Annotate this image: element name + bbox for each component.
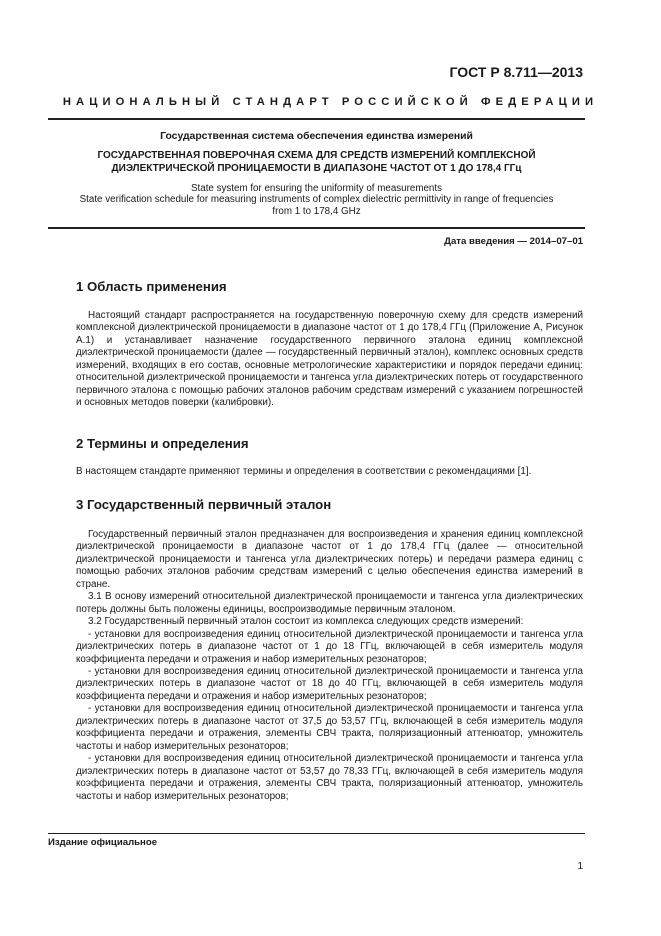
section-3-list-item-2: - установки для воспроизведения единиц относительной диэлектрической проницаемости и тангенса угла диэлектрических потерь в диапазоне частот от 18 до 40 ГГц, включающей в себя измеритель модуля коэффициента передачи и отражения и набор измерительных резонаторов; [76, 665, 583, 702]
system-name: Государственная система обеспечения единства измерений [160, 131, 473, 142]
official-edition-label: Издание официальное [48, 837, 158, 848]
section-3-body [76, 529, 583, 803]
section-1-paragraph: Настоящий стандарт распространяется на государственную поверочную схему для средств измерений комплексной диэлектрической проницаемости в диапазоне частот от 1 до 178,4 ГГц (Приложение А, Рисунок А.1) и устанавливает назначение государственного первичного эталона единиц комплексной диэлектрической проницаемости (далее — государственный первичный эталон), комплекс основных средств измерений, входящих в его состав, основные метрологические характеристики и порядок передачи единиц: относительной диэлектрической проницаемости и тангенса угла диэлектрических потерь от государственного первичного эталона с помощью рабочих эталонов рабочим средствам измерений с указанием погрешностей и основных методов поверки (калибровки). [76, 310, 583, 409]
english-title [48, 183, 585, 217]
section-1-body [76, 310, 583, 410]
header-rule [48, 118, 585, 120]
page-number: 1 [577, 861, 583, 872]
section-3-heading: 3 Государственный первичный эталон [76, 497, 332, 512]
section-2-paragraph: В настоящем стандарте применяют термины и определения в соответствии с рекомендациями [1]. [76, 466, 532, 477]
section-3-paragraph-2: 3.1 В основу измерений относительной диэлектрической проницаемости и тангенса угла диэлектрических потерь должны быть положены единицы, воспроизводимые первичным эталоном. [76, 591, 583, 615]
document-number: ГОСТ Р 8.711—2013 [449, 64, 583, 80]
english-line-2: State verification schedule for measuring instruments of complex dielectric permittivity in range of frequencies [79, 194, 554, 206]
document-title [48, 150, 585, 175]
title-rule [48, 227, 585, 229]
section-2-body [76, 466, 583, 478]
section-3-list-item-4: - установки для воспроизведения единиц относительной диэлектрической проницаемости и тангенса угла диэлектрических потерь в диапазоне частот от 53,57 до 78,33 ГГц, включающей в себя измеритель модуля коэффициента передачи и отражения, элементы СВЧ тракта, поляризационный аттенюатор, умножитель частоты и набор измерительных резонаторов; [76, 753, 583, 802]
footer-rule [48, 833, 585, 834]
section-3-paragraph-1: Государственный первичный эталон предназначен для воспроизведения и хранения единиц комплексной диэлектрической проницаемости в диапазоне частот от 1 до 178,4 ГГц (далее — относительной диэлектрической проницаемости и тангенса угла диэлектрических потерь) и передачи размера единиц с помощью рабочих эталонов рабочим средствам измерений с целью обеспечения единства измерений в стране. [76, 529, 583, 590]
section-3-paragraph-3: 3.2 Государственный первичный эталон состоит из комплекса следующих средств измерений: [88, 616, 524, 628]
section-2-heading: 2 Термины и определения [76, 436, 249, 451]
section-3-list-item-1: - установки для воспроизведения единиц относительной диэлектрической проницаемости и тангенса угла диэлектрических потерь в диапазоне частот от 1 до 18 ГГц, включающей в себя измеритель модуля коэффициента передачи и отражения и набор измерительных резонаторов; [76, 628, 583, 665]
section-1-heading: 1 Область применения [76, 279, 227, 294]
english-line-1: State system for ensuring the uniformity of measurements [190, 183, 443, 194]
section-3-list-item-3: - установки для воспроизведения единиц относительной диэлектрической проницаемости и тангенса угла диэлектрических потерь в диапазоне частот от 37,5 до 53,57 ГГц, включающей в себя измеритель модуля коэффициента передачи и отражения, элементы СВЧ тракта, поляризационный аттенюатор, умножитель частоты и набор измерительных резонаторов; [76, 703, 583, 752]
english-line-3: from 1 to 178,4 GHz [272, 205, 361, 217]
national-standard-heading: НАЦИОНАЛЬНЫЙ СТАНДАРТ РОССИЙСКОЙ ФЕДЕРАЦИИ [62, 96, 599, 108]
title-line-2: ДИЭЛЕКТРИЧЕСКОЙ ПРОНИЦАЕМОСТИ В ДИАПАЗОНЕ ЧАСТОТ ОТ 1 ДО 178,4 ГГц [111, 162, 522, 174]
title-line-1: ГОСУДАРСТВЕННАЯ ПОВЕРОЧНАЯ СХЕМА ДЛЯ СРЕДСТВ ИЗМЕРЕНИЙ КОМПЛЕКСНОЙ [97, 150, 536, 161]
introduction-date: Дата введения — 2014–07–01 [444, 236, 583, 247]
